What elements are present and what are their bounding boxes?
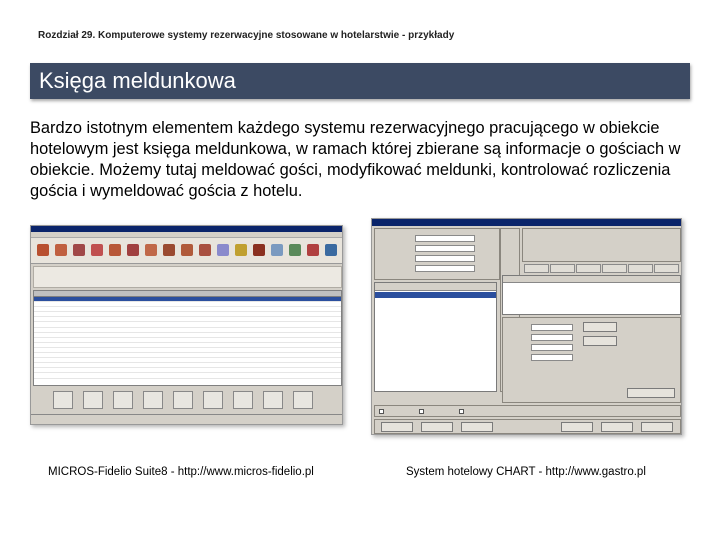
toolbar-icon [163,244,175,256]
checkbox [459,409,464,414]
search-panel [374,228,500,280]
action-button [143,391,163,409]
guest-list [374,282,497,392]
toolbar-icon [109,244,121,256]
form-field [531,334,573,341]
charges-list [502,275,681,315]
action-button [83,391,103,409]
bottom-button [561,422,593,432]
filter-panel [33,266,342,288]
status-bar [31,414,342,424]
chart-screenshot [371,218,682,435]
list-header [375,283,496,291]
guest-grid [33,290,342,386]
bottom-button [381,422,413,432]
form-field [531,354,573,361]
tab [628,264,653,273]
bottom-buttons [374,419,681,434]
bottom-button [641,422,673,432]
checkbox [379,409,384,414]
list-selected-row [375,292,496,298]
toolbar-icon [253,244,265,256]
search-field [415,255,475,262]
list-header [503,276,680,283]
form-panel [502,317,681,403]
tab [602,264,627,273]
toolbar-icon [127,244,139,256]
action-button [293,391,313,409]
toolbar-icon [55,244,67,256]
action-button [203,391,223,409]
chapter-header: Rozdział 29. Komputerowe systemy rezerwacyjne stosowane w hotelarstwie - przykłady [38,30,455,41]
tab [550,264,575,273]
form-field [531,344,573,351]
options-bar [374,405,681,417]
body-paragraph: Bardzo istotnym elementem każdego systemu rezerwacyjnego pracującego w obiekcie hotelowym jest księga meldunkowa, w ramach której zbierane są informacje o gościach w obiekcie. Możemy tutaj meldować gości, modyfikować meldunki, kontrolować rozliczenia gościa i wymeldować gościa z hotelu. [30,119,681,200]
action-button [113,391,133,409]
action-buttons [33,389,342,413]
form-button [627,388,675,398]
action-button [263,391,283,409]
toolbar [31,238,342,264]
form-field [531,324,573,331]
tab [576,264,601,273]
window-titlebar [372,219,681,226]
bottom-button [461,422,493,432]
tab [654,264,679,273]
toolbar-icon [181,244,193,256]
caption-right: System hotelowy CHART - http://www.gastro.pl [406,466,646,478]
toolbar-icon [145,244,157,256]
search-field [415,235,475,242]
checkbox [419,409,424,414]
form-button [583,322,617,332]
action-button [233,391,253,409]
search-field [415,265,475,272]
toolbar-icon [199,244,211,256]
toolbar-icon [325,244,337,256]
page-title: Księga meldunkowa [39,68,236,93]
toolbar-icon [73,244,85,256]
toolbar-icon [307,244,319,256]
action-button [53,391,73,409]
toolbar-icon [37,244,49,256]
form-button [583,336,617,346]
title-banner [30,63,690,99]
caption-left: MICROS-Fidelio Suite8 - http://www.micros-fidelio.pl [48,466,314,478]
bottom-button [601,422,633,432]
search-field [415,245,475,252]
toolbar-icon [217,244,229,256]
toolbar-icon [289,244,301,256]
micros-fidelio-screenshot [30,225,343,425]
bottom-button [421,422,453,432]
detail-panel [522,228,681,262]
toolbar-icon [271,244,283,256]
action-button [173,391,193,409]
toolbar-icon [235,244,247,256]
toolbar-icon [91,244,103,256]
table-row [34,373,341,378]
tab [524,264,549,273]
